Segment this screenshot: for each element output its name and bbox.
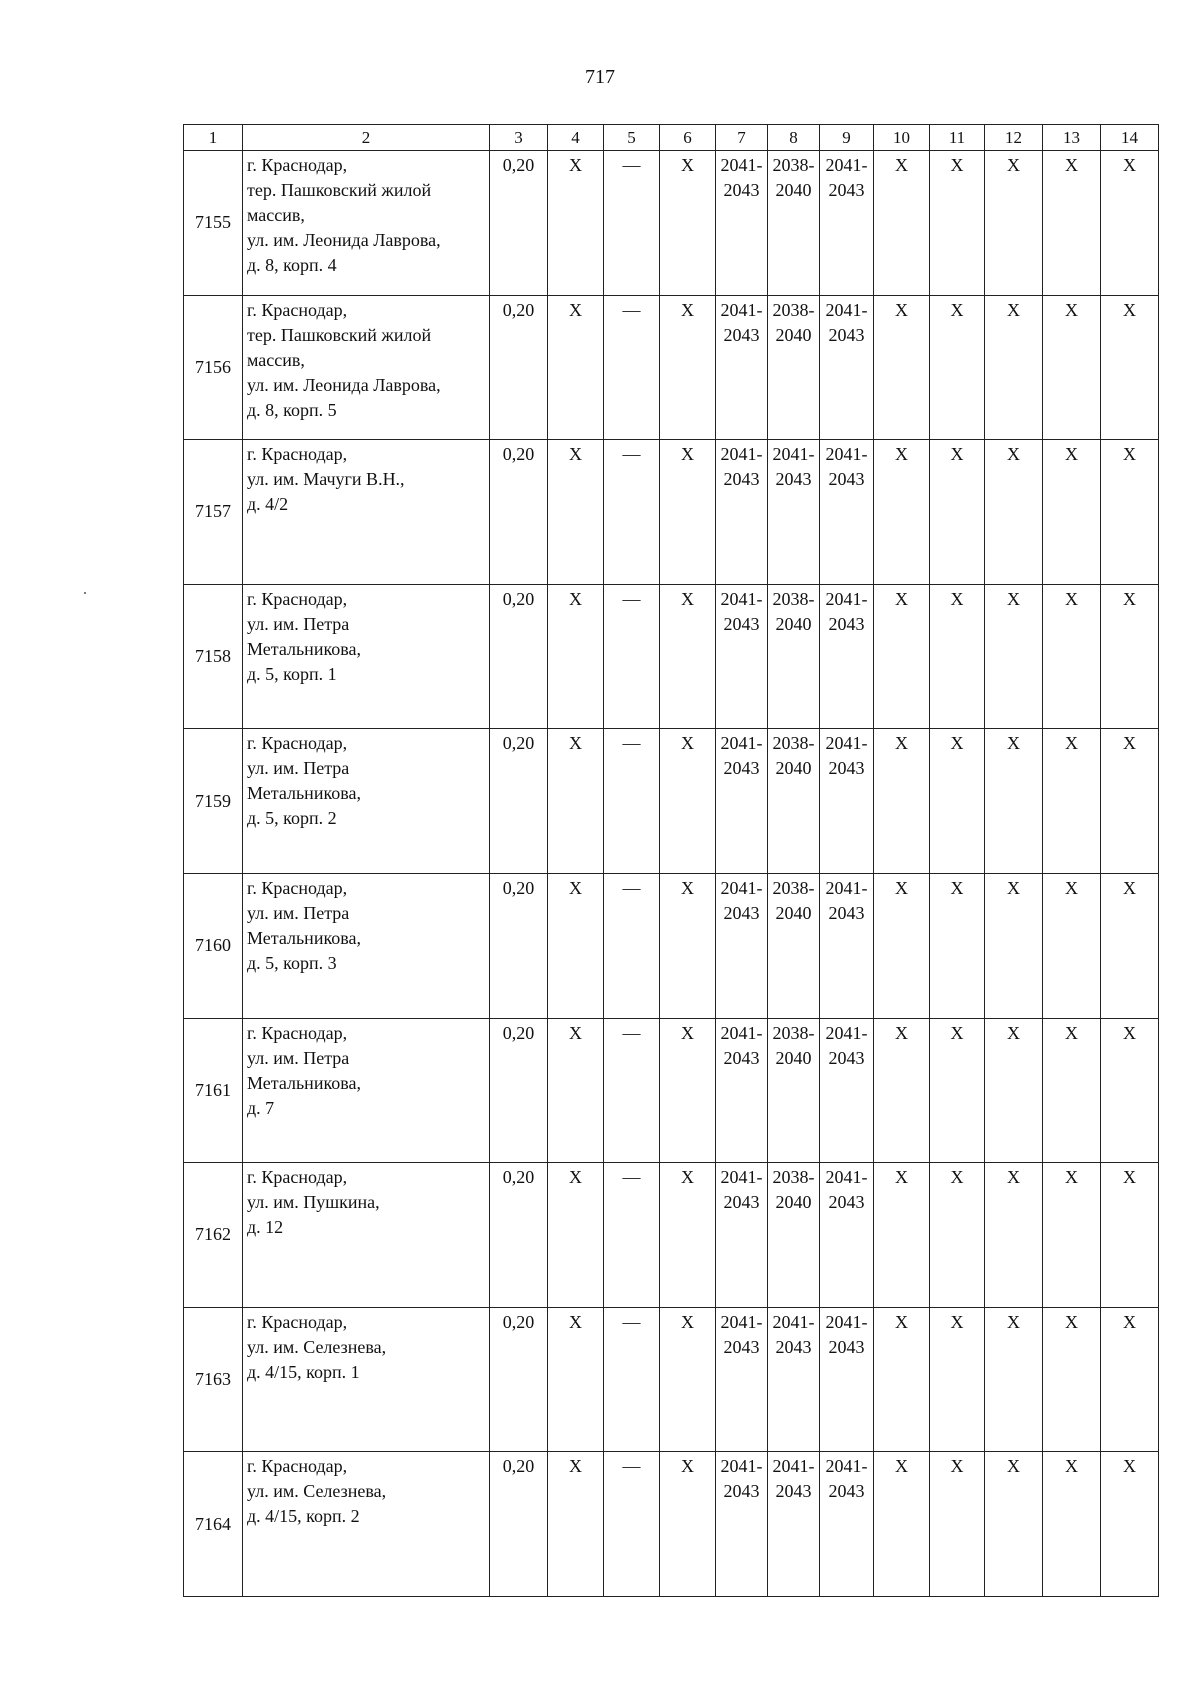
value-cell: X xyxy=(548,151,604,296)
row-number: 7162 xyxy=(184,1163,243,1308)
table-row xyxy=(184,1018,1159,1163)
row-number: 7159 xyxy=(184,729,243,874)
period-cell: 2041- 2043 xyxy=(716,1307,768,1452)
value-cell: X xyxy=(548,1163,604,1308)
value-cell: X xyxy=(985,1452,1043,1597)
value-cell: 0,20 xyxy=(490,729,548,874)
address-cell: г. Краснодар, ул. им. Петра Метальникова, д. 5, корп. 2 xyxy=(243,729,490,874)
value-cell: X xyxy=(930,295,985,440)
value-cell: 0,20 xyxy=(490,1307,548,1452)
period-cell: 2038- 2040 xyxy=(768,584,820,729)
column-header: 10 xyxy=(874,125,930,151)
scan-speck xyxy=(84,592,86,594)
period-cell: 2041- 2043 xyxy=(716,1163,768,1308)
value-cell: — xyxy=(604,873,660,1018)
value-cell: X xyxy=(930,729,985,874)
column-header: 8 xyxy=(768,125,820,151)
period-cell: 2038- 2040 xyxy=(768,1018,820,1163)
value-cell: X xyxy=(874,873,930,1018)
value-cell: X xyxy=(985,440,1043,585)
value-cell: X xyxy=(930,1163,985,1308)
period-cell: 2041- 2043 xyxy=(716,873,768,1018)
period-cell: 2041- 2043 xyxy=(820,873,874,1018)
row-number: 7163 xyxy=(184,1307,243,1452)
value-cell: X xyxy=(1101,1018,1159,1163)
period-cell: 2041- 2043 xyxy=(820,440,874,585)
value-cell: X xyxy=(874,1163,930,1308)
value-cell: 0,20 xyxy=(490,1018,548,1163)
address-cell: г. Краснодар, ул. им. Мачуги В.Н., д. 4/2 xyxy=(243,440,490,585)
table-row xyxy=(184,1307,1159,1452)
value-cell: X xyxy=(548,1452,604,1597)
column-header: 2 xyxy=(243,125,490,151)
value-cell: X xyxy=(1043,151,1101,296)
value-cell: X xyxy=(1043,729,1101,874)
table-row xyxy=(184,1452,1159,1597)
address-cell: г. Краснодар, ул. им. Петра Метальникова, д. 5, корп. 1 xyxy=(243,584,490,729)
column-header: 3 xyxy=(490,125,548,151)
column-header: 7 xyxy=(716,125,768,151)
value-cell: X xyxy=(548,584,604,729)
column-header: 13 xyxy=(1043,125,1101,151)
value-cell: X xyxy=(930,1307,985,1452)
value-cell: X xyxy=(985,584,1043,729)
value-cell: X xyxy=(985,873,1043,1018)
value-cell: X xyxy=(548,729,604,874)
value-cell: X xyxy=(660,151,716,296)
value-cell: — xyxy=(604,584,660,729)
table-row xyxy=(184,1163,1159,1308)
period-cell: 2041- 2043 xyxy=(716,151,768,296)
address-cell: г. Краснодар, ул. им. Селезнева, д. 4/15, корп. 2 xyxy=(243,1452,490,1597)
value-cell: X xyxy=(1043,1307,1101,1452)
value-cell: X xyxy=(660,1163,716,1308)
registry-table xyxy=(183,124,1159,1597)
value-cell: X xyxy=(548,873,604,1018)
value-cell: X xyxy=(985,295,1043,440)
period-cell: 2038- 2040 xyxy=(768,873,820,1018)
value-cell: 0,20 xyxy=(490,151,548,296)
table-body xyxy=(184,151,1159,1597)
value-cell: X xyxy=(548,440,604,585)
table-row xyxy=(184,729,1159,874)
value-cell: X xyxy=(1101,1163,1159,1308)
value-cell: 0,20 xyxy=(490,873,548,1018)
address-cell: г. Краснодар, ул. им. Селезнева, д. 4/15, корп. 1 xyxy=(243,1307,490,1452)
value-cell: X xyxy=(930,440,985,585)
value-cell: X xyxy=(985,1018,1043,1163)
value-cell: X xyxy=(874,1018,930,1163)
value-cell: X xyxy=(660,1307,716,1452)
address-cell: г. Краснодар, тер. Пашковский жилой массив, ул. им. Леонида Лаврова, д. 8, корп. 4 xyxy=(243,151,490,296)
value-cell: — xyxy=(604,151,660,296)
column-header: 6 xyxy=(660,125,716,151)
row-number: 7158 xyxy=(184,584,243,729)
row-number: 7156 xyxy=(184,295,243,440)
value-cell: X xyxy=(660,1018,716,1163)
value-cell: X xyxy=(548,295,604,440)
value-cell: X xyxy=(1101,440,1159,585)
period-cell: 2041- 2043 xyxy=(820,1452,874,1597)
period-cell: 2041- 2043 xyxy=(820,1163,874,1308)
period-cell: 2041- 2043 xyxy=(716,1452,768,1597)
period-cell: 2041- 2043 xyxy=(820,584,874,729)
period-cell: 2038- 2040 xyxy=(768,151,820,296)
value-cell: 0,20 xyxy=(490,584,548,729)
value-cell: X xyxy=(1043,873,1101,1018)
table-row xyxy=(184,873,1159,1018)
value-cell: X xyxy=(1043,584,1101,729)
table-row xyxy=(184,151,1159,296)
table-row xyxy=(184,584,1159,729)
period-cell: 2038- 2040 xyxy=(768,295,820,440)
row-number: 7157 xyxy=(184,440,243,585)
value-cell: X xyxy=(874,584,930,729)
value-cell: — xyxy=(604,729,660,874)
value-cell: X xyxy=(660,1452,716,1597)
column-header: 12 xyxy=(985,125,1043,151)
value-cell: X xyxy=(930,873,985,1018)
value-cell: X xyxy=(930,584,985,729)
value-cell: X xyxy=(1101,295,1159,440)
period-cell: 2041- 2043 xyxy=(716,584,768,729)
period-cell: 2041- 2043 xyxy=(716,729,768,874)
period-cell: 2041- 2043 xyxy=(768,440,820,585)
value-cell: 0,20 xyxy=(490,1452,548,1597)
value-cell: X xyxy=(874,440,930,585)
value-cell: — xyxy=(604,1452,660,1597)
address-cell: г. Краснодар, ул. им. Петра Метальникова, д. 5, корп. 3 xyxy=(243,873,490,1018)
value-cell: X xyxy=(1101,584,1159,729)
value-cell: X xyxy=(874,1307,930,1452)
value-cell: X xyxy=(985,151,1043,296)
row-number: 7161 xyxy=(184,1018,243,1163)
value-cell: X xyxy=(930,1018,985,1163)
table-row xyxy=(184,440,1159,585)
value-cell: X xyxy=(874,295,930,440)
value-cell: X xyxy=(660,584,716,729)
table-row xyxy=(184,295,1159,440)
value-cell: X xyxy=(1043,1452,1101,1597)
address-cell: г. Краснодар, ул. им. Пушкина, д. 12 xyxy=(243,1163,490,1308)
period-cell: 2041- 2043 xyxy=(820,729,874,874)
value-cell: — xyxy=(604,1307,660,1452)
value-cell: X xyxy=(1043,440,1101,585)
value-cell: X xyxy=(1043,1163,1101,1308)
value-cell: X xyxy=(660,295,716,440)
value-cell: X xyxy=(1101,1452,1159,1597)
period-cell: 2041- 2043 xyxy=(768,1452,820,1597)
row-number: 7164 xyxy=(184,1452,243,1597)
period-cell: 2041- 2043 xyxy=(716,295,768,440)
address-cell: г. Краснодар, ул. им. Петра Метальникова, д. 7 xyxy=(243,1018,490,1163)
value-cell: X xyxy=(1101,873,1159,1018)
column-header: 14 xyxy=(1101,125,1159,151)
value-cell: X xyxy=(1101,729,1159,874)
value-cell: X xyxy=(874,151,930,296)
value-cell: 0,20 xyxy=(490,295,548,440)
value-cell: — xyxy=(604,1163,660,1308)
column-header: 5 xyxy=(604,125,660,151)
period-cell: 2041- 2043 xyxy=(768,1307,820,1452)
column-header: 9 xyxy=(820,125,874,151)
value-cell: X xyxy=(1101,1307,1159,1452)
value-cell: X xyxy=(660,440,716,585)
period-cell: 2041- 2043 xyxy=(716,440,768,585)
header-row xyxy=(184,125,1159,151)
value-cell: X xyxy=(1101,151,1159,296)
period-cell: 2041- 2043 xyxy=(820,295,874,440)
value-cell: X xyxy=(548,1018,604,1163)
value-cell: X xyxy=(1043,1018,1101,1163)
value-cell: X xyxy=(1043,295,1101,440)
column-header: 11 xyxy=(930,125,985,151)
column-header: 1 xyxy=(184,125,243,151)
value-cell: — xyxy=(604,1018,660,1163)
address-cell: г. Краснодар, тер. Пашковский жилой массив, ул. им. Леонида Лаврова, д. 8, корп. 5 xyxy=(243,295,490,440)
period-cell: 2041- 2043 xyxy=(820,1307,874,1452)
period-cell: 2041- 2043 xyxy=(820,1018,874,1163)
page-number: 717 xyxy=(585,66,615,88)
period-cell: 2041- 2043 xyxy=(820,151,874,296)
row-number: 7160 xyxy=(184,873,243,1018)
column-header: 4 xyxy=(548,125,604,151)
value-cell: — xyxy=(604,295,660,440)
value-cell: X xyxy=(930,151,985,296)
value-cell: X xyxy=(874,729,930,874)
value-cell: X xyxy=(874,1452,930,1597)
value-cell: X xyxy=(985,729,1043,874)
value-cell: 0,20 xyxy=(490,440,548,585)
period-cell: 2041- 2043 xyxy=(716,1018,768,1163)
row-number: 7155 xyxy=(184,151,243,296)
value-cell: 0,20 xyxy=(490,1163,548,1308)
value-cell: X xyxy=(660,873,716,1018)
value-cell: X xyxy=(660,729,716,874)
value-cell: X xyxy=(548,1307,604,1452)
value-cell: — xyxy=(604,440,660,585)
value-cell: X xyxy=(985,1307,1043,1452)
value-cell: X xyxy=(930,1452,985,1597)
period-cell: 2038- 2040 xyxy=(768,1163,820,1308)
period-cell: 2038- 2040 xyxy=(768,729,820,874)
value-cell: X xyxy=(985,1163,1043,1308)
